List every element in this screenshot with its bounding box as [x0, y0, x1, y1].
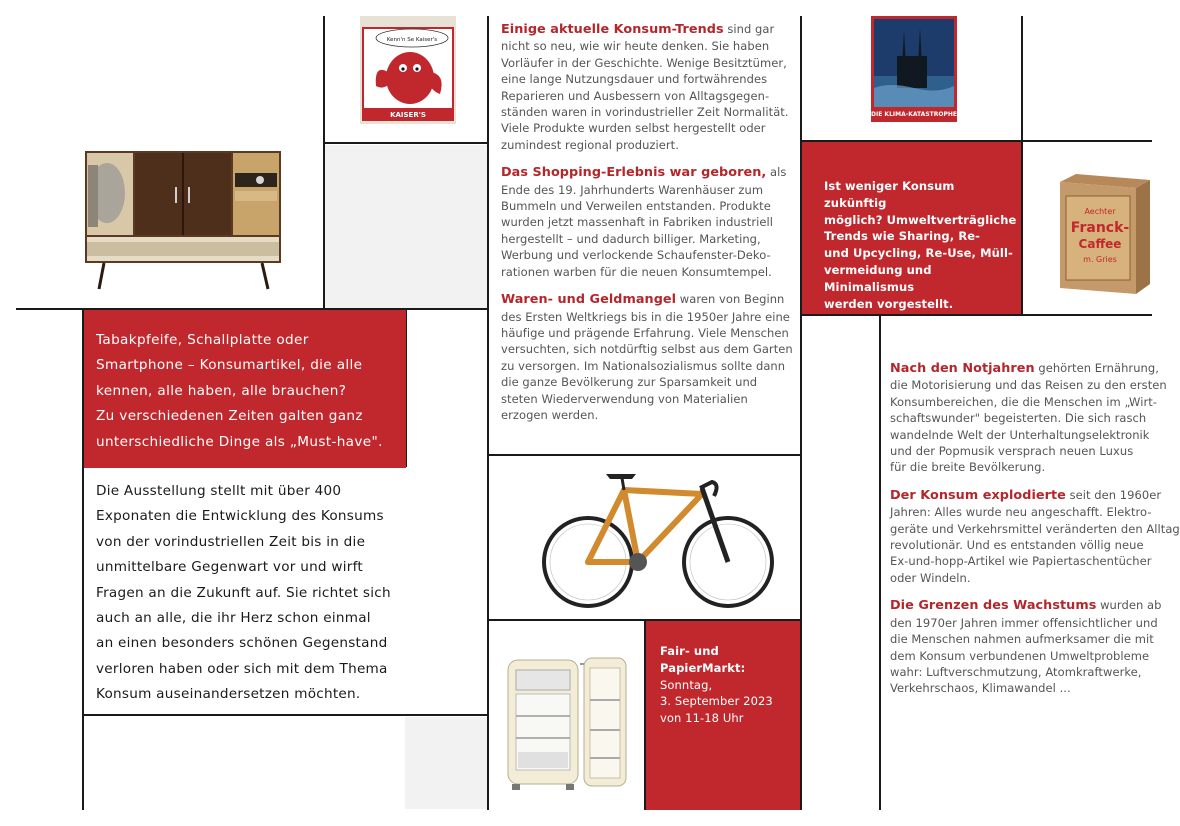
paragraph-line: Ende des 19. Jahrhunderts Warenhäuser zum [501, 182, 764, 197]
paragraph-line: waren von Beginn [676, 292, 785, 307]
divider [489, 454, 801, 456]
paragraph-line: Ex-und-hopp-Artikel wie Papiertaschentücher [890, 554, 1152, 569]
coffee-tin-line2: Franck- [1070, 220, 1130, 236]
coffee-tin-line3: Caffee [1078, 237, 1122, 251]
paragraph-line: nicht so neu, wie wir heute denken. Sie haben [501, 39, 770, 54]
body-line: Fragen an die Zukunft auf. Sie richtet sich [96, 584, 391, 601]
fair-title: Fair- und [660, 644, 719, 658]
future-line: möglich? Umweltverträgliche [824, 212, 1017, 227]
paragraph-line: die Menschen nahmen aufmerksamer die mit [890, 632, 1154, 647]
future-line: vermeidung und Minimalismus [824, 262, 932, 294]
center-text-column [501, 21, 797, 434]
divider [879, 314, 881, 810]
bicycle-image [540, 466, 775, 611]
future-line: und Upcycling, Re-Use, Müll- [824, 246, 1013, 261]
paragraph-line: als [766, 165, 787, 180]
body-line: Exponaten die Entwicklung des Konsums [96, 508, 384, 525]
paragraph-line: den 1970er Jahren immer offensichtlicher und [890, 615, 1158, 630]
paragraph-line: zumindest regional produziert. [501, 137, 679, 152]
paragraph-line: hergestellt – und dadurch billiger. Marketing, [501, 231, 761, 246]
paragraph-line: sind gar [723, 22, 775, 36]
paragraph-line: eine lange Nutzungsdauer und fortwährendes [501, 72, 768, 87]
future-red-text [824, 178, 1019, 312]
paragraph-line: für die breite Bevölkerung. [890, 460, 1046, 475]
paragraph-shopping [501, 164, 797, 280]
paragraph-line: wandelnde Welt der Unterhaltungselektronik [890, 427, 1150, 442]
paragraph-line: Verkehrschaos, Klimawandel ... [890, 681, 1071, 696]
paragraph-line: dem Konsum verbundenen Umweltprobleme [890, 648, 1150, 663]
fair-title: PapierMarkt: [660, 660, 746, 675]
right-text-column [890, 360, 1180, 708]
fair-day: Sonntag, [660, 677, 713, 692]
paragraph-line: und der Popmusik versprach neuen Luxus [890, 444, 1134, 459]
paragraph-line: die ganze Bevölkerung zur Sparsamkeit und [501, 375, 758, 390]
paragraph-line: schaftswunder" begeisterten. Die sich rasch [890, 411, 1147, 426]
paragraph-mangel [501, 291, 797, 423]
coffee-tin-line4: m. Gries [1083, 255, 1117, 264]
paragraph-heading: Nach den Notjahren [890, 361, 1035, 376]
paragraph-heading: Die Grenzen des Wachstums [890, 598, 1097, 614]
future-line: Trends wie Sharing, Re- [824, 229, 981, 244]
paragraph-heading: Das Shopping-Erlebnis war geboren, [501, 165, 767, 181]
paragraph-line: wurden ab [1096, 598, 1162, 613]
paragraph-line: seit den 1960er [1065, 487, 1162, 502]
body-line: auch an alle, die ihr Herz schon einmal [96, 610, 371, 627]
paragraph-line: Jahren: Alles wurde neu angeschafft. Elektro- [890, 505, 1152, 520]
paragraph-line: ständen waren in vorindustrieller Zeit Normalität. [501, 105, 789, 120]
paragraph-line: Vorläufer in der Geschichte. Wenige Besitztümer, [501, 55, 787, 70]
future-line: Ist weniger Konsum zukünftig [824, 179, 955, 210]
coffee-tin-line1: Aechter [1084, 207, 1116, 216]
paragraph-heading: Einige aktuelle Konsum-Trends [501, 22, 724, 37]
body-line: von der vorindustriellen Zeit bis in die [96, 533, 366, 550]
paragraph-line: gehörten Ernährung, [1034, 361, 1159, 375]
divider [800, 16, 802, 810]
kaisers-label-text: KAISER'S [390, 111, 426, 119]
body-line: verloren haben oder sich mit dem Thema [96, 660, 388, 677]
paragraph-line: versuchten, sich notdürftig selbst aus dem Garten [501, 342, 793, 357]
fair-date: 3. September 2023 [660, 694, 773, 709]
fridge-image [506, 656, 630, 792]
kaisers-bubble-text: Kenn'n Se Kaiser's [386, 37, 438, 43]
franck-coffee-tin-image [1056, 172, 1153, 296]
divider [84, 714, 488, 716]
paragraph-notjahre [890, 360, 1167, 476]
tv-cabinet-image [82, 147, 284, 293]
divider [325, 142, 488, 144]
divider [487, 16, 489, 810]
magazine-title-text: DIE KLIMA-KATASTROPHE [871, 111, 957, 118]
exhibition-description [96, 479, 396, 708]
gray-panel-top [325, 145, 488, 308]
divider [802, 314, 1152, 316]
fair-market-text [660, 643, 800, 727]
future-line: werden vorgestellt. [824, 296, 954, 311]
intro-line: Smartphone – Konsumartikel, die alle [96, 357, 363, 374]
intro-line: Tabakpfeife, Schallplatte oder [96, 332, 309, 348]
paragraph-line: rationen warben für die neuen Konsumtempel. [501, 264, 772, 279]
paragraph-line: Konsumbereichen, die die Menschen im „Wirt- [890, 394, 1157, 409]
intro-line: unterschiedliche Dinge als „Must-have". [96, 433, 383, 450]
intro-red-text [96, 328, 401, 455]
paragraph-line: geräte und Verkehrsmittel veränderten den Alltag [890, 521, 1180, 536]
paragraph-line: revolutionär. Und es entstanden völlig neue [890, 538, 1144, 553]
paragraph-line: Viele Produkte wurden selbst hergestellt oder [501, 121, 766, 136]
paragraph-heading: Der Konsum explodierte [890, 487, 1066, 503]
paragraph-line: zu versorgen. Im Nationalsozialismus sollte dann [501, 358, 786, 373]
paragraph-line: wurden jetzt massenhaft in Fabriken industriell [501, 215, 774, 230]
paragraph-line: Reparieren und Ausbessern von Alltagsgegen- [501, 88, 770, 103]
paragraph-line: Werbung und verlockende Schaufenster-Deko- [501, 248, 771, 263]
paragraph-line: Bummeln und Verweilen entstanden. Produkte [501, 199, 771, 214]
paragraph-line: steten Wiederverwendung von Materialien [501, 391, 748, 406]
fair-time: von 11-18 Uhr [660, 711, 744, 726]
kaisers-coffee-image [360, 16, 456, 124]
paragraph-line: häufige und prägende Erfahrung. Viele Menschen [501, 325, 789, 340]
klima-magazine-image [871, 16, 957, 122]
intro-line: Zu verschiedenen Zeiten galten ganz [96, 408, 363, 425]
paragraph-line: des Ersten Weltkriegs bis in die 1950er Jahre eine [501, 309, 790, 324]
body-line: unmittelbare Gegenwart vor und wirft [96, 559, 363, 576]
body-line: Die Ausstellung stellt mit über 400 [96, 483, 342, 499]
intro-line: kennen, alle haben, alle brauchen? [96, 382, 347, 399]
body-line: Konsum auseinandersetzen möchten. [96, 686, 361, 703]
paragraph-heading: Waren- und Geldmangel [501, 292, 677, 308]
paragraph-konsum-trends [501, 21, 797, 153]
paragraph-line: erzogen werden. [501, 407, 599, 422]
divider [1021, 16, 1023, 316]
paragraph-grenzen [890, 597, 1162, 696]
gray-panel-bottom [405, 717, 488, 809]
paragraph-explodierte [890, 487, 1180, 586]
paragraph-line: die Motorisierung und das Reisen zu den ersten [890, 378, 1167, 393]
body-line: an einen besonders schönen Gegenstand [96, 635, 388, 652]
paragraph-line: oder Windeln. [890, 570, 971, 585]
divider [323, 16, 325, 310]
paragraph-line: wahr: Luftverschmutzung, Atomkraftwerke, [890, 664, 1142, 679]
